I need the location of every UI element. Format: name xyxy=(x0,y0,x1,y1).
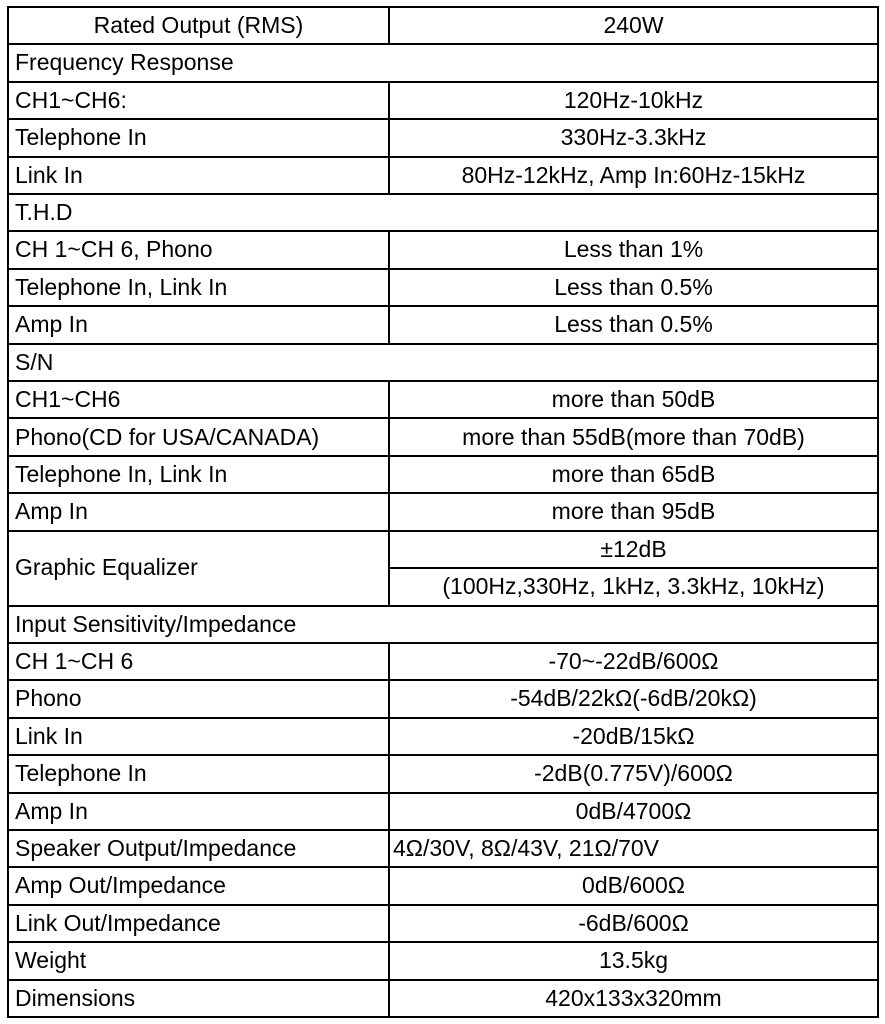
table-row xyxy=(8,905,878,942)
row-value: more than 65dB xyxy=(389,456,878,493)
table-row xyxy=(8,456,878,493)
spec-table xyxy=(7,6,879,1018)
table-row xyxy=(8,231,878,268)
row-value: 330Hz-3.3kHz xyxy=(389,119,878,156)
row-label: Telephone In, Link In xyxy=(8,269,389,306)
row-label: Telephone In, Link In xyxy=(8,456,389,493)
graphic-equalizer-bands: (100Hz,330Hz, 1kHz, 3.3kHz, 10kHz) xyxy=(389,568,878,605)
row-value: -2dB(0.775V)/600Ω xyxy=(389,755,878,792)
amp-out-value: 0dB/600Ω xyxy=(389,867,878,904)
table-row xyxy=(8,269,878,306)
row-label: Phono xyxy=(8,680,389,717)
row-value: Less than 0.5% xyxy=(389,269,878,306)
table-row xyxy=(8,7,878,44)
row-label: CH1~CH6: xyxy=(8,82,389,119)
row-value: 0dB/4700Ω xyxy=(389,793,878,830)
dimensions-value: 420x133x320mm xyxy=(389,980,878,1017)
row-value: -20dB/15kΩ xyxy=(389,718,878,755)
link-out-label: Link Out/Impedance xyxy=(8,905,389,942)
weight-label: Weight xyxy=(8,942,389,979)
table-row xyxy=(8,680,878,717)
section-row xyxy=(8,44,878,81)
graphic-equalizer-range: ±12dB xyxy=(389,531,878,568)
table-row xyxy=(8,82,878,119)
row-label: Phono(CD for USA/CANADA) xyxy=(8,418,389,455)
weight-value: 13.5kg xyxy=(389,942,878,979)
dimensions-label: Dimensions xyxy=(8,980,389,1017)
rated-output-label: Rated Output (RMS) xyxy=(8,7,389,44)
row-value: more than 50dB xyxy=(389,381,878,418)
row-value: Less than 1% xyxy=(389,231,878,268)
row-label: Link In xyxy=(8,157,389,194)
table-row xyxy=(8,867,878,904)
row-value: 80Hz-12kHz, Amp In:60Hz-15kHz xyxy=(389,157,878,194)
table-row xyxy=(8,755,878,792)
speaker-output-label: Speaker Output/Impedance xyxy=(8,830,389,867)
input-sensitivity-heading: Input Sensitivity/Impedance xyxy=(8,606,878,643)
frequency-response-heading: Frequency Response xyxy=(8,44,878,81)
row-value: Less than 0.5% xyxy=(389,306,878,343)
row-value: 120Hz-10kHz xyxy=(389,82,878,119)
row-label: CH1~CH6 xyxy=(8,381,389,418)
table-row xyxy=(8,643,878,680)
row-label: CH 1~CH 6, Phono xyxy=(8,231,389,268)
table-row xyxy=(8,980,878,1017)
row-label: Amp In xyxy=(8,306,389,343)
rated-output-value: 240W xyxy=(389,7,878,44)
row-value: more than 55dB(more than 70dB) xyxy=(389,418,878,455)
row-value: -70~-22dB/600Ω xyxy=(389,643,878,680)
section-row xyxy=(8,344,878,381)
row-label: Telephone In xyxy=(8,755,389,792)
table-row xyxy=(8,381,878,418)
link-out-value: -6dB/600Ω xyxy=(389,905,878,942)
row-label: Amp In xyxy=(8,493,389,530)
row-label: Telephone In xyxy=(8,119,389,156)
table-row xyxy=(8,793,878,830)
table-row xyxy=(8,306,878,343)
table-row xyxy=(8,157,878,194)
speaker-output-value: 4Ω/30V, 8Ω/43V, 21Ω/70V xyxy=(389,830,878,867)
amp-out-label: Amp Out/Impedance xyxy=(8,867,389,904)
section-row xyxy=(8,194,878,231)
graphic-equalizer-label: Graphic Equalizer xyxy=(8,531,389,606)
table-row xyxy=(8,119,878,156)
row-value: more than 95dB xyxy=(389,493,878,530)
table-row xyxy=(8,942,878,979)
thd-heading: T.H.D xyxy=(8,194,878,231)
row-label: Link In xyxy=(8,718,389,755)
row-label: CH 1~CH 6 xyxy=(8,643,389,680)
table-row xyxy=(8,718,878,755)
row-label: Amp In xyxy=(8,793,389,830)
row-value: -54dB/22kΩ(-6dB/20kΩ) xyxy=(389,680,878,717)
table-row xyxy=(8,531,878,568)
table-row xyxy=(8,493,878,530)
sn-heading: S/N xyxy=(8,344,878,381)
table-row xyxy=(8,418,878,455)
table-row xyxy=(8,830,878,867)
section-row xyxy=(8,606,878,643)
